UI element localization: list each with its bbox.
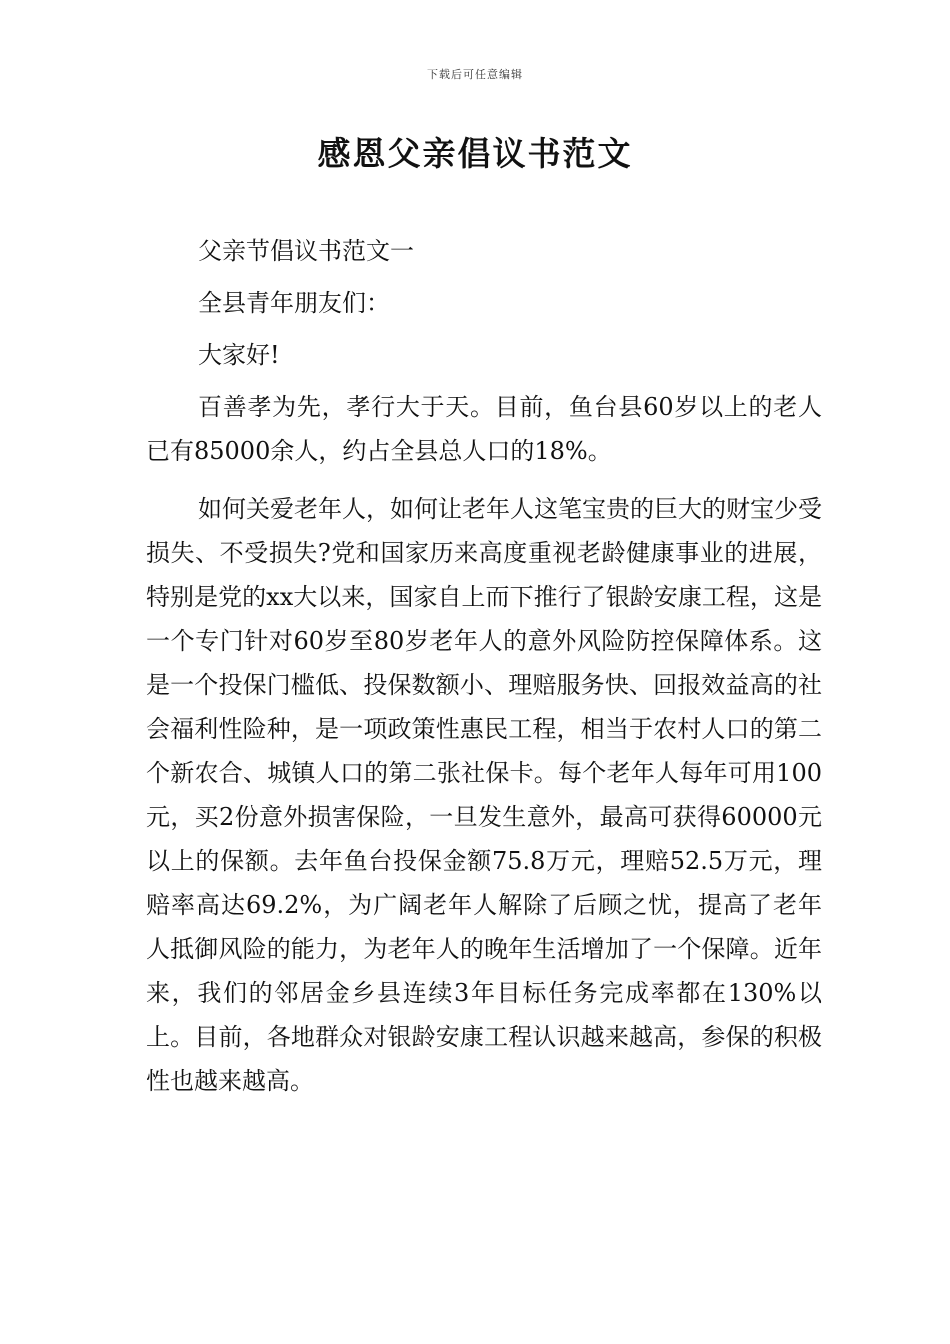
header-note: 下载后可任意编辑 <box>427 68 523 81</box>
body-paragraph: 百善孝为先，孝行大于天。目前，鱼台县60岁以上的老人已有85000余人，约占全县总人口的18%。 <box>146 393 822 465</box>
greeting: 大家好! <box>198 341 280 369</box>
salutation: 全县青年朋友们： <box>198 289 390 317</box>
section-heading: 父亲节倡议书范文一 <box>198 237 414 265</box>
body-paragraph: 如何关爱老年人，如何让老年人这笔宝贵的巨大的财宝少受损失、不受损失?党和国家历来高度重视老龄健康事业的进展，特别是党的xx大以来，国家自上而下推行了银龄安康工程，这是一个专门针对60岁至80岁老年人的意外风险防控保障体系。这是一个投保门槛低、投保数额小、理赔服务快、回报效益高的社会福利性险种，是一项政策性惠民工程，相当于农村人口的第二个新农合、城镇人口的第二张社保卡。每个老年人每年可用100元，买2份意外损害保险，一旦发生意外，最高可获得60000元以上的保额。去年鱼台投保金额75.8万元，理赔52.5万元，理赔率高达69.2%，为广阔老年人解除了后顾之忧，提高了老年人抵御风险的能力，为老年人的晚年生活增加了一个保障。近年来，我们的邻居金乡县连续3年目标任务完成率都在130%以上。目前，各地群众对银龄安康工程认识越来越高，参保的积极性也越来越高。 <box>146 495 822 1095</box>
document-body <box>146 229 822 1103</box>
document-title: 感恩父亲倡议书范文 <box>317 134 633 173</box>
